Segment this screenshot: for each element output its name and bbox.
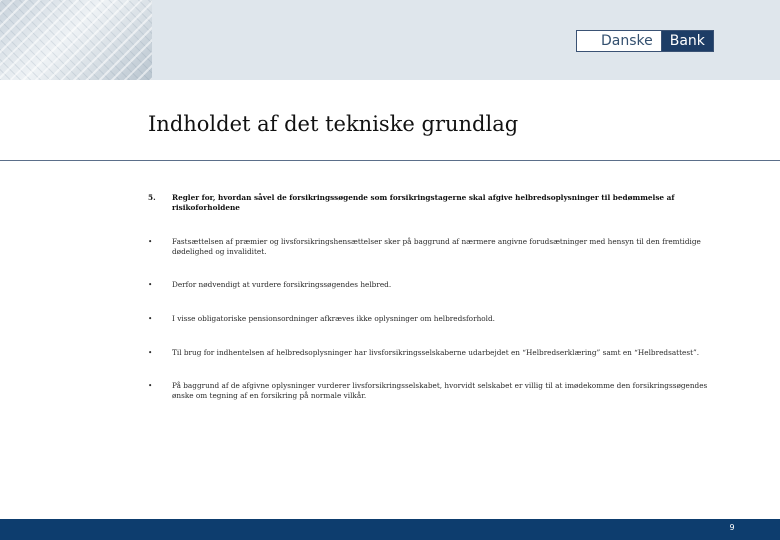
bullet-icon: •: [148, 348, 153, 357]
danske-bank-logo: [576, 30, 714, 52]
bullet-text: I visse obligatoriske pensionsordninger afkræves ikke oplysninger om helbredsforhold.: [172, 314, 495, 323]
section-number: 5.: [148, 193, 156, 202]
footer-bar: [0, 519, 780, 540]
logo-text-danske: Danske: [577, 31, 661, 51]
bullet-item: [148, 348, 716, 358]
bullet-item: [148, 237, 716, 257]
bullet-text: På baggrund af de afgivne oplysninger vurderer livsforsikringsselskabet, hvorvidt selskabet er villig til at imødekomme den forsikringssøgendes ønske om tegning af en forsikring på normale vilkår.: [172, 381, 708, 400]
section-heading-row: [148, 193, 716, 213]
section-heading: Regler for, hvordan såvel de forsikringssøgende som forsikringstagerne skal afgive helbredsoplysninger til bedømmelse af risikoforholdene: [172, 193, 675, 212]
header-photo: [0, 0, 152, 80]
bullet-icon: •: [148, 314, 153, 323]
bullet-item: [148, 381, 716, 401]
bullet-icon: •: [148, 237, 153, 246]
bullet-item: [148, 314, 716, 324]
bullet-icon: •: [148, 280, 153, 289]
bullet-text: Fastsættelsen af præmier og livsforsikringshensættelser sker på baggrund af nærmere angivne forudsætninger med hensyn til den fremtidige dødelighed og invaliditet.: [172, 237, 701, 256]
bullet-icon: •: [148, 381, 153, 390]
slide-content: [148, 193, 716, 401]
bullet-text: Til brug for indhentelsen af helbredsoplysninger har livsforsikringsselskaberne udarbejdet en “Helbredserklæring” samt en “Helbredsattest”.: [172, 348, 700, 357]
title-divider: [0, 160, 780, 161]
page-number: 9: [729, 523, 735, 532]
bullet-item: [148, 280, 716, 290]
logo-text-bank: Bank: [661, 31, 713, 51]
page-title: Indholdet af det tekniske grundlag: [148, 112, 519, 136]
bullet-text: Derfor nødvendigt at vurdere forsikringssøgendes helbred.: [172, 280, 392, 289]
